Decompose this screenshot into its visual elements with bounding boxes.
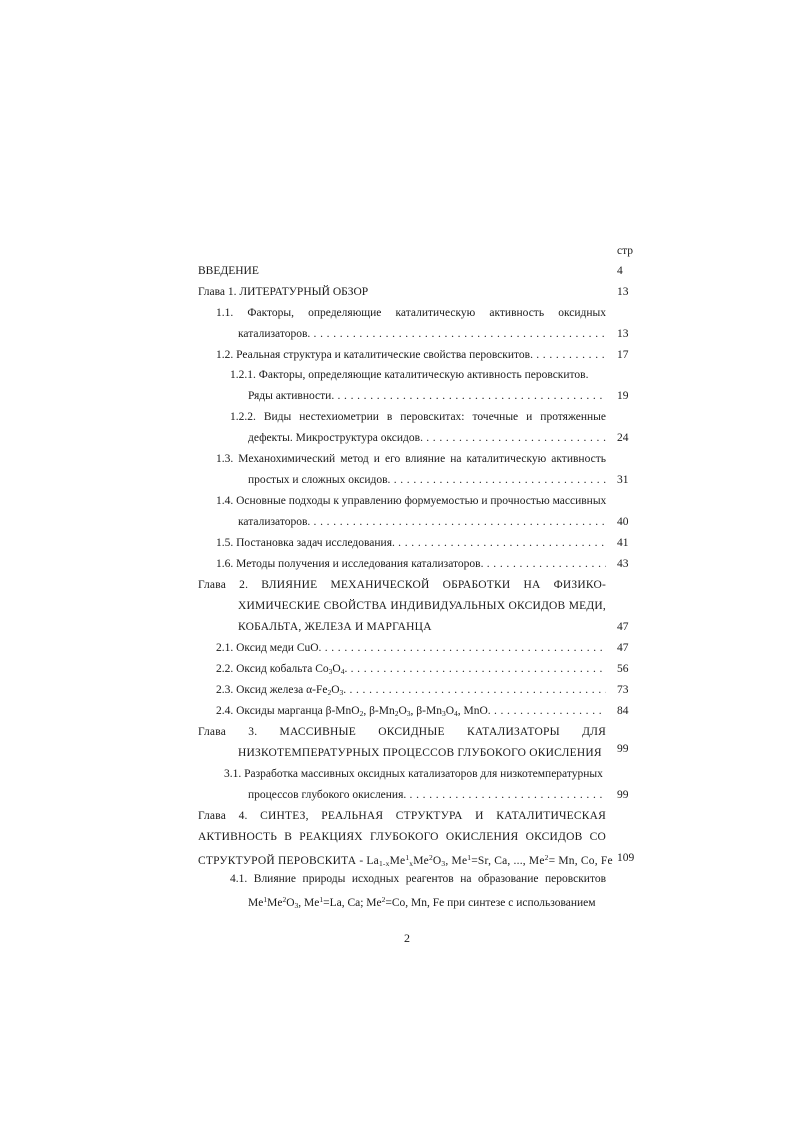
toc-section-1-6-page: 43 [617,558,629,570]
toc-section-1-4-page: 40 [617,516,629,528]
toc-section-1-3-text: простых и сложных оксидов. [248,474,391,486]
toc-section-2-2-text-b: O [332,663,341,675]
subscript: 3 [441,859,446,868]
toc-chapter4-line3-g: = Mn, Co, Fe [548,855,613,867]
toc-section-1-2-page: 17 [617,349,629,361]
toc-section-2-3-page: 73 [617,684,629,696]
toc-section-1-6-line1 [216,557,606,571]
subscript: 3 [406,709,411,718]
toc-chapter3-line2: НИЗКОТЕМПЕРАТУРНЫХ ПРОЦЕССОВ ГЛУБОКОГО ОКИСЛЕНИЯ [238,747,602,759]
subscript: x [409,859,414,868]
toc-section-2-2-text-c: . [344,663,348,675]
superscript: 2 [428,853,433,862]
superscript: 1 [467,853,472,862]
toc-section-1-2-1-page: 19 [617,390,629,402]
toc-section-1-4-line2 [238,515,606,529]
toc-section-2-4-text [216,705,491,717]
subscript: 2 [359,709,364,718]
toc-intro-page: 4 [617,265,623,277]
toc-section-3-1-line2 [248,788,606,802]
toc-section-2-4-line1 [216,704,606,721]
toc-section-2-4-page: 84 [617,705,629,717]
toc-intro-title: ВВЕДЕНИЕ [198,265,259,277]
subscript: 2 [394,709,399,718]
toc-section-1-2-1-text: Ряды активности. [248,390,335,402]
toc-section-2-4-text-c: O [398,705,407,717]
toc-chapter1-title: Глава 1. ЛИТЕРАТУРНЫЙ ОБЗОР [198,286,369,298]
superscript: 2 [544,853,549,862]
superscript: 1 [319,895,324,904]
subscript: 4 [340,667,345,676]
subscript: 3 [328,667,333,676]
toc-section-1-2-2-text: дефекты. Микроструктура оксидов. [248,432,423,444]
subscript: 3 [294,901,299,910]
superscript: 2 [282,895,287,904]
page-column-header: стр [617,245,634,257]
toc-section-1-2-2-line2 [248,431,606,445]
toc-section-2-2-line1 [216,662,606,679]
toc-section-2-1-page: 47 [617,642,629,654]
toc-chapter4-line1: Глава 4. СИНТЕЗ, РЕАЛЬНАЯ СТРУКТУРА И КАТАЛИТИЧЕСКАЯ [198,810,606,822]
toc-chapter2-line2: ХИМИЧЕСКИЕ СВОЙСТВА ИНДИВИДУАЛЬНЫХ ОКСИДОВ МЕДИ, [238,600,606,612]
toc-section-2-4-text-a: 2.4. Оксиды марганца β-MnO [216,705,360,717]
toc-chapter3-page: 99 [617,743,629,755]
toc-section-4-1-line2-b: Me [267,897,283,909]
superscript: 2 [381,895,386,904]
toc-section-2-1-text: 2.1. Оксид меди CuO. [216,642,322,654]
superscript: 1 [405,853,410,862]
toc-chapter4-line3-a: СТРУКТУРОЙ ПЕРОВСКИТА - La [198,855,379,867]
toc-section-2-3-text-a: 2.3. Оксид железа α-Fe [216,684,328,696]
toc-section-1-1-line2-text: катализаторов. [238,328,311,340]
toc-section-1-5-page: 41 [617,537,629,549]
toc-section-4-1-line2-c: O [286,897,295,909]
toc-section-4-1-line2 [248,893,606,913]
subscript: 3 [441,709,446,718]
toc-section-1-3-line1: 1.3. Механохимический метод и его влияние на каталитическую активность [216,453,606,465]
toc-section-1-4-text: катализаторов. [238,516,311,528]
toc-section-1-2-2-page: 24 [617,432,629,444]
toc-section-4-1-line2-f: =Co, Mn, Fe при синтезе с использованием [385,897,596,909]
toc-section-1-2-text: 1.2. Реальная структура и каталитические свойства перовскитов. [216,349,533,361]
toc-section-2-4-text-b: , β-Mn [363,705,395,717]
toc-chapter4-line3 [198,851,613,871]
toc-section-1-2-1-line2 [248,389,606,403]
toc-section-1-1-page: 13 [617,328,629,340]
toc-chapter4-line3-c: Me [413,855,429,867]
toc-section-2-2-text-a: 2.2. Оксид кобальта Co [216,663,329,675]
toc-chapter4-page: 109 [617,852,635,864]
toc-section-1-2-2-line1: 1.2.2. Виды нестехиометрии в перовскитах: точечные и протяженные [230,411,606,423]
toc-section-1-3-page: 31 [617,474,629,486]
toc-section-1-2-line1 [216,348,606,362]
toc-chapter4-line3-e: , Me [445,855,468,867]
toc-section-2-4-text-e: O [445,705,455,717]
toc-section-1-5-line1 [216,536,606,550]
toc-section-4-1-line2-d: , Me [298,897,320,909]
toc-section-4-1-line2-e: =La, Ca; Me [323,897,382,909]
toc-section-1-1-line2 [238,327,606,341]
toc-chapter1-page: 13 [617,286,629,298]
toc-section-1-1-line1: 1.1. Факторы, определяющие каталитическую активность оксидных [216,307,606,319]
toc-chapter4-line2: АКТИВНОСТЬ В РЕАКЦИЯХ ГЛУБОКОГО ОКИСЛЕНИЯ ОКСИДОВ СО [198,831,606,843]
toc-section-2-4-text-d: , β-Mn [410,705,442,717]
toc-section-1-4-line1: 1.4. Основные подходы к управлению формуемостью и прочностью массивных [216,495,607,507]
superscript: 1 [263,895,268,904]
toc-section-1-3-line2 [248,473,606,487]
toc-section-3-1-line1: 3.1. Разработка массивных оксидных катализаторов для низкотемпературных [224,768,603,780]
toc-chapter2-line1: Глава 2. ВЛИЯНИЕ МЕХАНИЧЕСКОЙ ОБРАБОТКИ НА ФИЗИКО- [198,579,606,591]
toc-section-2-3-text-b: O [331,684,340,696]
toc-section-2-3-text [216,684,346,696]
toc-chapter4-line3-b: Me [389,855,406,867]
toc-section-3-1-text: процессов глубокого окисления. [248,789,407,801]
toc-section-2-4-text-f: , MnO. [457,705,491,717]
toc-section-1-5-text: 1.5. Постановка задач исследования. [216,537,395,549]
toc-section-2-2-page: 56 [617,663,629,675]
toc-section-2-3-text-c: . [343,684,347,696]
page-number: 2 [404,931,410,945]
toc-chapter2-line3: КОБАЛЬТА, ЖЕЛЕЗА И МАРГАНЦА [238,621,432,633]
toc-section-4-1-line1: 4.1. Влияние природы исходных реагентов на образование перовскитов [230,873,606,885]
toc-chapter2-page: 47 [617,621,629,633]
toc-chapter3-line1: Глава 3. МАССИВНЫЕ ОКСИДНЫЕ КАТАЛИЗАТОРЫ ДЛЯ [198,726,606,738]
toc-section-2-2-text [216,663,347,675]
toc-chapter4-line3-d: O [432,855,442,867]
subscript: 2 [327,688,332,697]
toc-section-3-1-page: 99 [617,789,629,801]
toc-chapter4-line3-f: =Sr, Ca, ..., Me [471,855,545,867]
subscript: 3 [339,688,344,697]
toc-section-1-2-1-line1: 1.2.1. Факторы, определяющие каталитическую активность перовскитов. [230,369,589,381]
subscript: 1-x [378,859,390,868]
subscript: 4 [454,709,458,718]
toc-section-2-1-line1 [216,641,606,655]
toc-section-2-3-line1 [216,683,606,700]
toc-section-1-6-text: 1.6. Методы получения и исследования катализаторов. [216,558,484,570]
toc-section-4-1-line2-a: Me [248,897,264,909]
